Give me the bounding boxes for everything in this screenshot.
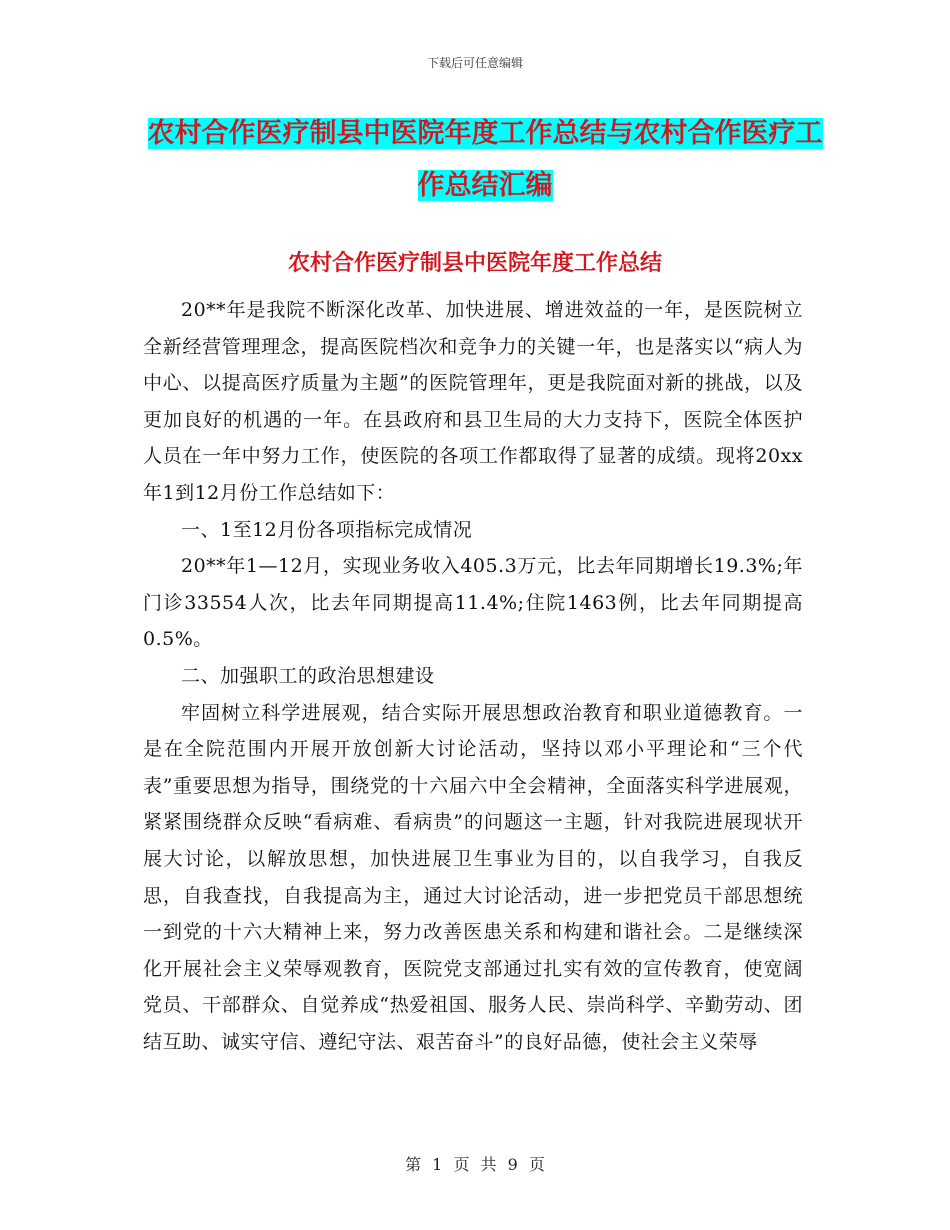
- document-title-text: 农村合作医疗制县中医院年度工作总结与农村合作医疗工作总结汇编: [147, 118, 823, 201]
- paragraph-indicators: 20**年1—12月，实现业务收入405.3万元，比去年同期增长19.3%;年门诊33554人次，比去年同期提高11.4%;住院1463例，比去年同期提高0.5%。: [143, 555, 803, 651]
- heading-political-education: 二、加强职工的政治思想建设: [181, 664, 435, 687]
- paragraph-intro: 20**年是我院不断深化改革、加快进展、增进效益的一年，是医院树立全新经营管理理念，提高医院档次和竞争力的关键一年，也是落实以“病人为中心、以提高医疗质量为主题”的医院管理年，更是我院面对新的挑战，以及更加良好的机遇的一年。在县政府和县卫生局的大力支持下，医院全体医护人员在一年中努力工作，使医院的各项工作都取得了显著的成绩。现将20xx年1到12月份工作总结如下：: [143, 299, 803, 504]
- document-title: [145, 108, 825, 212]
- paragraph-political-education: 牢固树立科学进展观，结合实际开展思想政治教育和职业道德教育。一是在全院范围内开展开放创新大讨论活动，坚持以邓小平理论和“三个代表”重要思想为指导，围绕党的十六届六中全会精神，全面落实科学进展观，紧紧围绕群众反映“看病难、看病贵”的问题这一主题，针对我院进展现状开展大讨论，以解放思想，加快进展卫生事业为目的，以自我学习，自我反思，自我查找，自我提高为主，通过大讨论活动，进一步把党员干部思想统一到党的十六大精神上来，努力改善医患关系和构建和谐社会。二是继续深化开展社会主义荣辱观教育，医院党支部通过扎实有效的宣传教育，使宽阔党员、干部群众、自觉养成“热爱祖国、服务人民、崇尚科学、辛勤劳动、团结互助、诚实守信、遵纪守法、艰苦奋斗”的良好品德，使社会主义荣辱: [143, 701, 803, 1053]
- heading-indicators: 一、1至12月份各项指标完成情况: [181, 518, 473, 541]
- document-body: [143, 292, 803, 1060]
- page-number-footer: 第 1 页 共 9 页: [405, 1155, 545, 1174]
- header-note: 下载后可任意编辑: [426, 56, 523, 70]
- section-title: 农村合作医疗制县中医院年度工作总结: [287, 250, 662, 276]
